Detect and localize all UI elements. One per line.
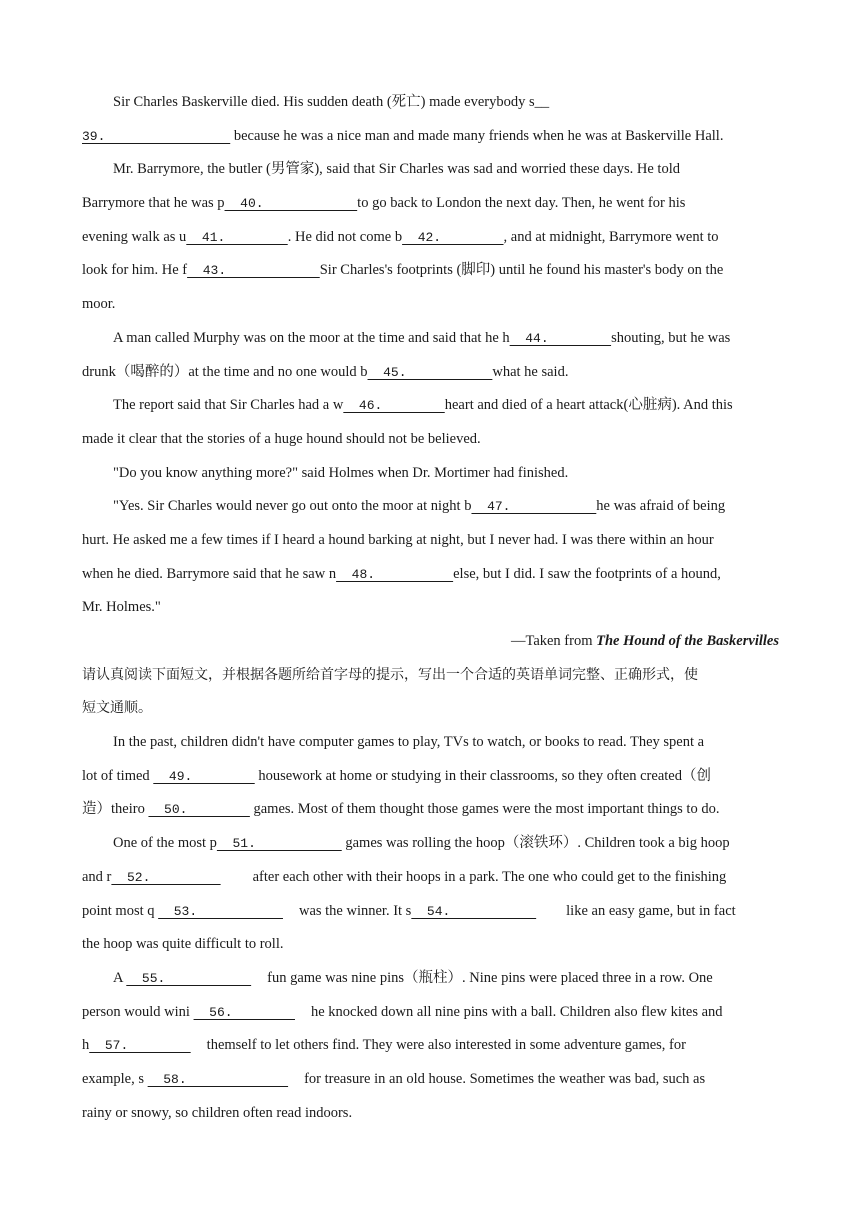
text: Sir Charles Baskerville died. His sudden death (死亡) made everybody s__ — [113, 94, 550, 110]
text: housework at home or studying in their classrooms, so they often created（创 — [254, 767, 711, 784]
text: In the past, children didn't have computer games to play, TVs to watch, or books to read. They spent a — [113, 734, 705, 751]
text-line — [82, 996, 779, 1030]
instruction-line — [82, 659, 779, 693]
text: example, s — [82, 1070, 148, 1087]
text: rainy or snowy, so children often read indoors. — [82, 1104, 353, 1121]
text-line — [82, 1097, 779, 1131]
blank-39[interactable]: 39. — [82, 128, 231, 144]
text-line — [82, 221, 779, 255]
instruction-line — [82, 692, 779, 726]
book-title: The Hound of the Baskervilles — [596, 633, 779, 649]
text: , and at midnight, Barrymore went to — [503, 228, 719, 245]
text-line — [82, 254, 779, 288]
text: he was afraid of being — [596, 498, 726, 515]
blank-48[interactable]: 48. — [336, 566, 454, 582]
text: 短文通顺。 — [82, 700, 152, 717]
text: —Taken from — [510, 633, 597, 649]
text-line — [82, 120, 779, 154]
text-line — [82, 827, 779, 861]
text: One of the most p — [113, 835, 217, 852]
text: and r — [82, 868, 112, 885]
text-line — [82, 187, 779, 221]
text: "Yes. Sir Charles would never go out onto the moor at night b — [113, 498, 472, 515]
text: A man called Murphy was on the moor at the time and said that he h — [113, 329, 510, 346]
text: 造）theiro — [82, 801, 149, 818]
text-line — [82, 288, 779, 322]
text-line — [82, 86, 779, 120]
blank-47[interactable]: 47. — [471, 499, 597, 515]
text: games was rolling the hoop（滚铁环）. Children took a big hoop — [341, 835, 730, 852]
blank-41[interactable]: 41. — [186, 229, 288, 245]
text: shouting, but he was — [611, 329, 731, 346]
text-line — [82, 962, 779, 996]
text: The report said that Sir Charles had a w — [113, 397, 344, 414]
blank-43[interactable]: 43. — [187, 263, 320, 279]
text-line — [82, 524, 779, 558]
document-page — [82, 86, 779, 1130]
blank-55[interactable]: 55. — [126, 970, 252, 986]
text: for treasure in an old house. Sometimes the weather was bad, such as — [304, 1070, 706, 1087]
text: evening walk as u — [82, 228, 187, 245]
text: 请认真阅读下面短文，并根据各题所给首字母的提示，写出一个合适的英语单词完整、正确形式，使 — [82, 666, 698, 683]
text: look for him. He f — [82, 262, 188, 279]
text-line — [82, 322, 779, 356]
text-line — [82, 423, 779, 457]
text-line — [82, 1063, 779, 1097]
text: what he said. — [492, 363, 569, 380]
text: A — [113, 969, 127, 986]
text: h — [82, 1037, 90, 1054]
text-line — [82, 928, 779, 962]
text: "Do you know anything more?" said Holmes when Dr. Mortimer had finished. — [113, 464, 569, 481]
blank-44[interactable]: 44. — [509, 330, 612, 346]
text-line — [82, 861, 779, 895]
blank-53[interactable]: 53. — [158, 903, 283, 919]
text: Barrymore that he was p — [82, 195, 225, 212]
blank-45[interactable]: 45. — [367, 364, 493, 380]
text: games. Most of them thought those games were the most important things to do. — [249, 801, 720, 818]
text: to go back to London the next day. Then, he went for his — [357, 195, 686, 212]
blank-58[interactable]: 58. — [147, 1071, 289, 1087]
text-line — [82, 1029, 779, 1063]
text: point most q — [82, 902, 159, 919]
text: themself to let others find. They were also interested in some adventure games, for — [206, 1037, 686, 1054]
text: he knocked down all nine pins with a ball. Children also flew kites and — [310, 1003, 723, 1020]
text: hurt. He asked me a few times if I heard a hound barking at night, but I never had. I was there within an hour — [82, 531, 714, 548]
text: after each other with their hoops in a park. The one who could get to the finishing — [252, 868, 727, 885]
text: made it clear that the stories of a huge hound should not be believed. — [82, 430, 481, 447]
text-line — [82, 726, 779, 760]
text-line — [82, 490, 779, 524]
text: lot of timed — [82, 767, 154, 784]
blank-57[interactable]: 57. — [89, 1038, 191, 1054]
text-line — [82, 895, 779, 929]
text: drunk（喝醉的）at the time and no one would b — [82, 363, 368, 380]
text: fun game was nine pins（瓶柱）. Nine pins were placed three in a row. One — [267, 969, 713, 986]
text-line — [82, 356, 779, 390]
blank-56[interactable]: 56. — [193, 1004, 295, 1020]
text: the hoop was quite difficult to roll. — [82, 936, 284, 953]
text-line — [82, 457, 779, 491]
text-line — [82, 153, 779, 187]
text: Mr. Holmes." — [82, 599, 161, 616]
blank-52[interactable]: 52. — [111, 869, 221, 885]
blank-46[interactable]: 46. — [343, 398, 445, 414]
text: when he died. Barrymore said that he saw n — [82, 565, 337, 582]
text: person would wini — [82, 1003, 194, 1020]
text: heart and died of a heart attack(心脏病). And this — [444, 397, 733, 414]
blank-40[interactable]: 40. — [224, 196, 358, 212]
text-line — [82, 793, 779, 827]
text-line — [82, 591, 779, 625]
text-line — [82, 558, 779, 592]
text: else, but I did. I saw the footprints of a hound, — [453, 565, 721, 582]
blank-49[interactable]: 49. — [153, 768, 255, 784]
text: because he was a nice man and made many friends when he was at Baskerville Hall. — [230, 127, 724, 144]
blank-54[interactable]: 54. — [411, 903, 537, 919]
text-line — [82, 760, 779, 794]
text: Sir Charles's footprints (脚印) until he found his master's body on the — [319, 262, 724, 279]
source-attribution — [82, 625, 779, 659]
blank-42[interactable]: 42. — [402, 229, 504, 245]
text: Mr. Barrymore, the butler (男管家), said that Sir Charles was sad and worried these days. He told — [113, 161, 680, 178]
text: was the winner. It s — [298, 902, 412, 919]
blank-50[interactable]: 50. — [148, 802, 250, 818]
blank-51[interactable]: 51. — [216, 836, 342, 852]
text: like an easy game, but in fact — [566, 902, 736, 919]
text: . He did not come b — [287, 228, 403, 245]
text-line — [82, 389, 779, 423]
text: moor. — [82, 296, 116, 313]
